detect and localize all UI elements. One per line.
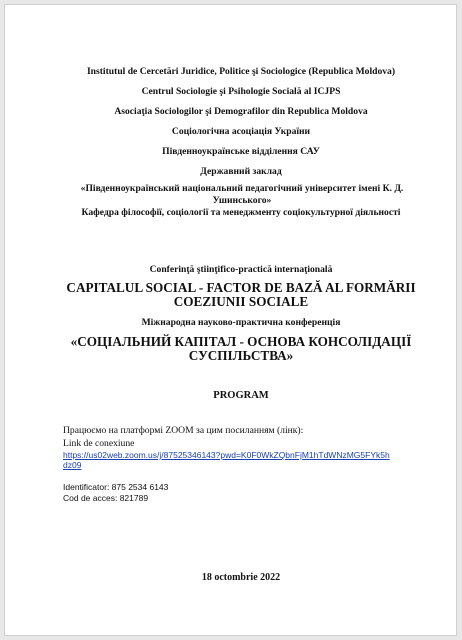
- org-institute: Institutul de Cercetări Juridice, Politice şi Sociologice (Republica Moldova): [86, 66, 396, 77]
- org-state-institution: Державний заклад: [200, 166, 282, 177]
- meeting-id: Identificator: 875 2534 6143: [63, 482, 169, 492]
- org-university: «Південноукраїнський національний педагогічний університет імені К. Д. Ушинського»: [80, 183, 404, 206]
- link-label: Link de conexiune: [63, 438, 135, 449]
- access-code: Cod de acces: 821789: [63, 493, 149, 503]
- org-department: Кафедра філософії, соціології та менеджменту соціокультурної діяльності: [81, 207, 401, 218]
- org-south-branch: Південноукраїнське відділення САУ: [162, 146, 320, 157]
- conference-title-ro: CAPITALUL SOCIAL - FACTOR DE BAZĂ AL FORMĂRII COEZIUNII SOCIALE: [66, 280, 416, 309]
- conference-type-uk: Міжнародна науково-практична конференція: [141, 317, 341, 328]
- conference-type-ro: Conferinţă ştiinţifico-practică internaţională: [149, 264, 333, 275]
- org-association-md: Asociaţia Sociologilor şi Demografilor din Republica Moldova: [114, 106, 368, 117]
- zoom-link[interactable]: https://us02web.zoom.us/j/87525346143?pwd=K0F0WkZQbnFjM1hTdWNzMG5FYk5hdz09: [63, 450, 390, 470]
- org-association-ua: Соціологічна асоціація України: [171, 126, 311, 137]
- zoom-intro: Працюємо на платформі ZOOM за цим посиланням (лінк):: [63, 425, 304, 436]
- document-page: [4, 4, 457, 636]
- program-heading: PROGRAM: [213, 390, 269, 401]
- org-center: Centrul Sociologie şi Psihologie Socială al ICJPS: [141, 86, 341, 97]
- conference-title-uk: «СОЦІАЛЬНИЙ КАПІТАЛ - ОСНОВА КОНСОЛІДАЦІЇ СУСПІЛЬСТВА»: [70, 334, 412, 363]
- event-date: 18 octombrie 2022: [201, 572, 281, 583]
